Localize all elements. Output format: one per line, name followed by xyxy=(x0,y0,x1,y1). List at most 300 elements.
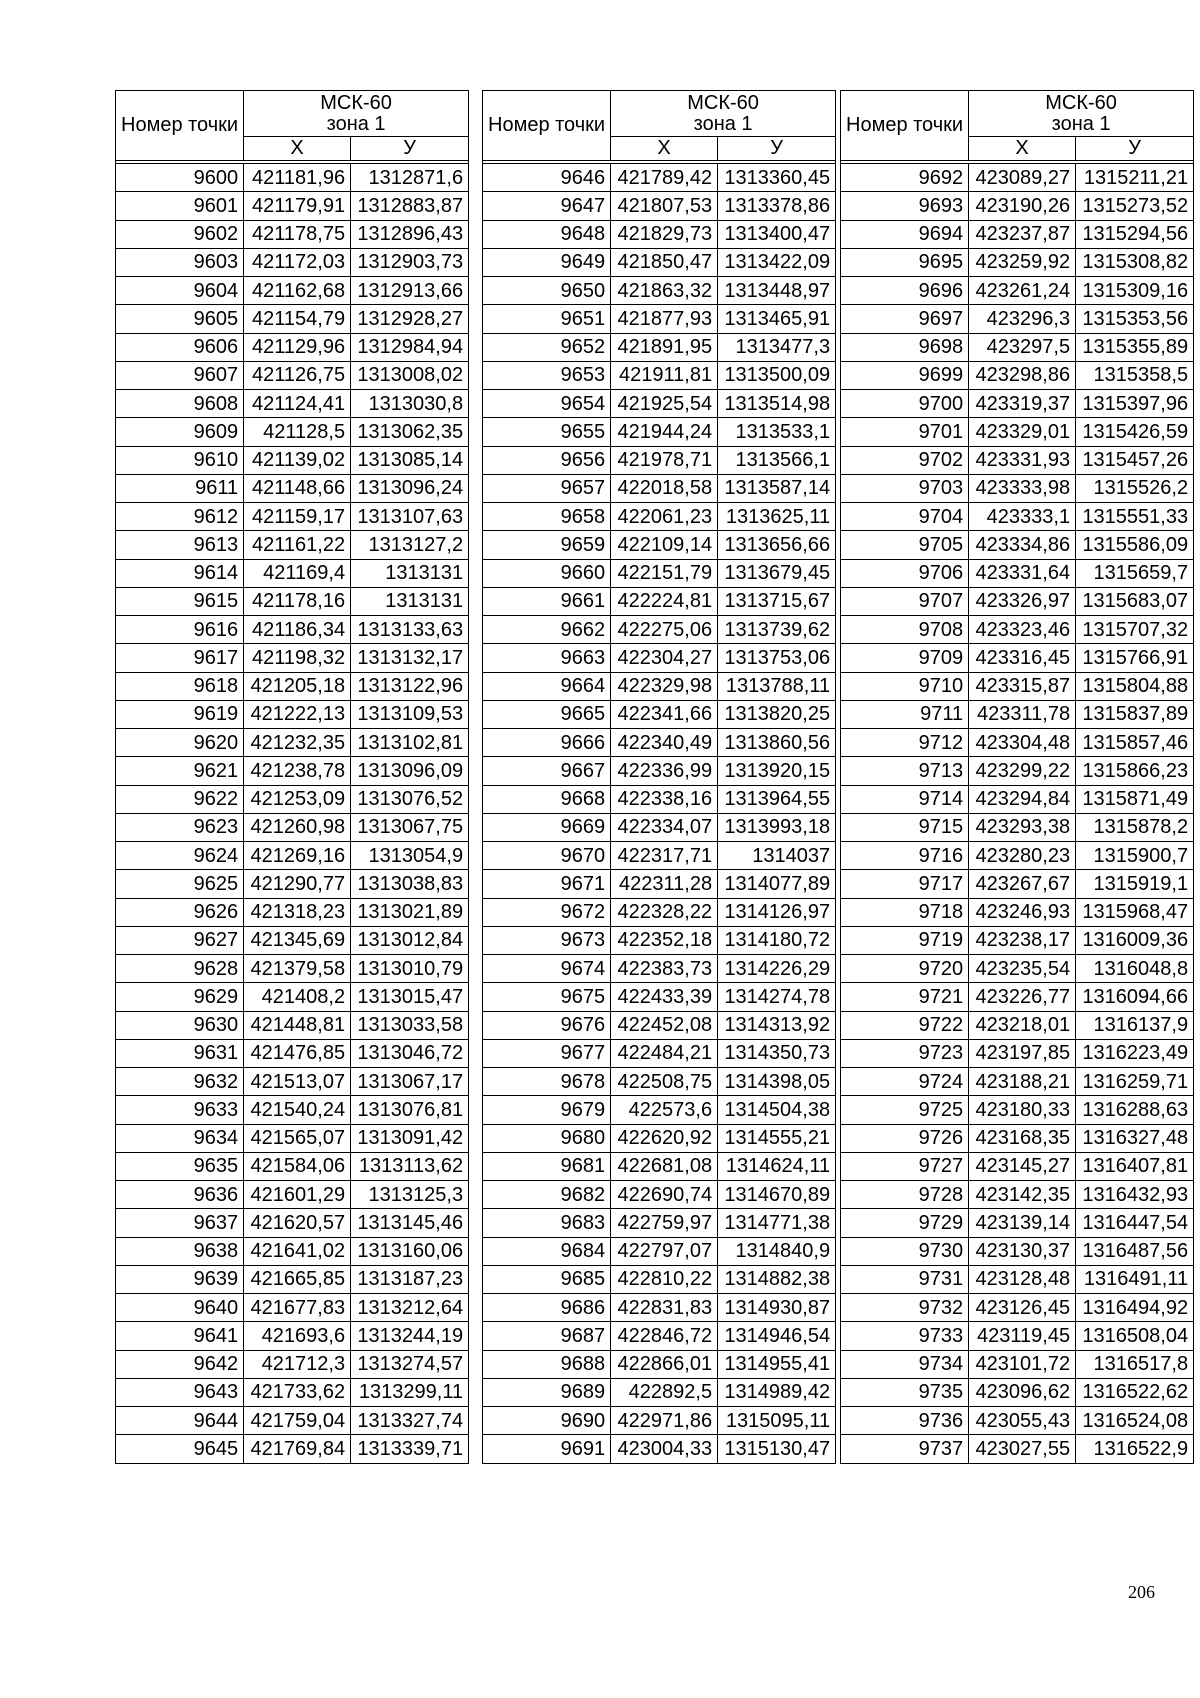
y-coordinate-cell: 1315900,7 xyxy=(1076,842,1194,870)
point-number-cell: 9614 xyxy=(116,559,244,587)
x-coordinate-cell: 423311,78 xyxy=(969,700,1076,728)
table-row xyxy=(116,1181,469,1209)
x-coordinate-cell: 423259,92 xyxy=(969,248,1076,276)
point-number-cell: 9600 xyxy=(116,164,244,192)
y-coordinate-cell: 1314555,21 xyxy=(718,1124,836,1152)
point-number-cell: 9737 xyxy=(841,1435,969,1463)
table-row xyxy=(841,1039,1194,1067)
y-coordinate-cell: 1315871,49 xyxy=(1076,785,1194,813)
x-coordinate-cell: 423190,26 xyxy=(969,192,1076,220)
y-coordinate-cell: 1313021,89 xyxy=(351,898,469,926)
table-row xyxy=(483,672,836,700)
point-number-cell: 9679 xyxy=(483,1096,611,1124)
table-row xyxy=(483,616,836,644)
point-number-cell: 9663 xyxy=(483,644,611,672)
y-coordinate-cell: 1312883,87 xyxy=(351,192,469,220)
y-coordinate-cell: 1312928,27 xyxy=(351,305,469,333)
point-number-cell: 9709 xyxy=(841,644,969,672)
y-coordinate-cell: 1313187,23 xyxy=(351,1265,469,1293)
x-coordinate-cell: 421693,6 xyxy=(244,1322,351,1350)
point-number-cell: 9692 xyxy=(841,164,969,192)
point-number-cell: 9720 xyxy=(841,955,969,983)
x-coordinate-cell: 422508,75 xyxy=(611,1068,718,1096)
table-row xyxy=(483,248,836,276)
y-coordinate-cell: 1314840,9 xyxy=(718,1237,836,1265)
table-row xyxy=(483,333,836,361)
y-coordinate-cell: 1313096,24 xyxy=(351,474,469,502)
table-row xyxy=(116,1322,469,1350)
coordinate-system-header xyxy=(969,91,1194,137)
x-coordinate-cell: 422334,07 xyxy=(611,813,718,841)
table-row xyxy=(116,616,469,644)
x-coordinate-cell: 421124,41 xyxy=(244,390,351,418)
point-number-cell: 9719 xyxy=(841,926,969,954)
point-number-cell: 9604 xyxy=(116,277,244,305)
table-row xyxy=(116,248,469,276)
x-coordinate-cell: 421877,93 xyxy=(611,305,718,333)
table-row xyxy=(483,587,836,615)
x-coordinate-cell: 422866,01 xyxy=(611,1350,718,1378)
y-coordinate-cell: 1316517,8 xyxy=(1076,1350,1194,1378)
table-row xyxy=(116,1378,469,1406)
table-row xyxy=(483,785,836,813)
point-number-cell: 9657 xyxy=(483,474,611,502)
x-coordinate-cell: 421601,29 xyxy=(244,1181,351,1209)
y-coordinate-cell: 1316223,49 xyxy=(1076,1039,1194,1067)
page-number: 206 xyxy=(1128,1582,1155,1602)
point-number-cell: 9664 xyxy=(483,672,611,700)
x-coordinate-cell: 421126,75 xyxy=(244,361,351,389)
x-coordinate-cell: 421154,79 xyxy=(244,305,351,333)
point-number-cell: 9687 xyxy=(483,1322,611,1350)
y-coordinate-cell: 1313964,55 xyxy=(718,785,836,813)
x-coordinate-cell: 422573,6 xyxy=(611,1096,718,1124)
y-coordinate-cell: 1313477,3 xyxy=(718,333,836,361)
y-coordinate-cell: 1313739,62 xyxy=(718,616,836,644)
table-row xyxy=(841,700,1194,728)
x-coordinate-cell: 422971,86 xyxy=(611,1407,718,1435)
coordinate-system-header xyxy=(244,91,469,137)
point-number-cell: 9704 xyxy=(841,503,969,531)
point-number-cell: 9706 xyxy=(841,559,969,587)
y-coordinate-cell: 1315866,23 xyxy=(1076,757,1194,785)
x-coordinate-cell: 422846,72 xyxy=(611,1322,718,1350)
table-row xyxy=(841,1322,1194,1350)
point-number-cell: 9649 xyxy=(483,248,611,276)
y-coordinate-cell: 1315857,46 xyxy=(1076,729,1194,757)
y-coordinate-cell: 1313015,47 xyxy=(351,983,469,1011)
y-coordinate-cell: 1316447,54 xyxy=(1076,1209,1194,1237)
point-number-cell: 9684 xyxy=(483,1237,611,1265)
y-coordinate-cell: 1314077,89 xyxy=(718,870,836,898)
x-coordinate-cell: 423089,27 xyxy=(969,164,1076,192)
table-row xyxy=(841,1011,1194,1039)
y-coordinate-cell: 1315130,47 xyxy=(718,1435,836,1463)
y-coordinate-cell: 1315211,21 xyxy=(1076,164,1194,192)
point-number-cell: 9670 xyxy=(483,842,611,870)
x-coordinate-cell: 423267,67 xyxy=(969,870,1076,898)
y-coordinate-cell: 1313107,63 xyxy=(351,503,469,531)
point-number-cell: 9640 xyxy=(116,1294,244,1322)
y-coordinate-cell: 1315355,89 xyxy=(1076,333,1194,361)
table-row xyxy=(841,616,1194,644)
y-coordinate-cell: 1315766,91 xyxy=(1076,644,1194,672)
point-number-cell: 9615 xyxy=(116,587,244,615)
table-row xyxy=(483,531,836,559)
table-row xyxy=(483,955,836,983)
x-coordinate-cell: 423168,35 xyxy=(969,1124,1076,1152)
x-coordinate-cell: 421181,96 xyxy=(244,164,351,192)
table-row xyxy=(483,1068,836,1096)
y-coordinate-cell: 1316494,92 xyxy=(1076,1294,1194,1322)
y-coordinate-cell: 1316491,11 xyxy=(1076,1265,1194,1293)
table-row xyxy=(841,1265,1194,1293)
table-row xyxy=(483,1096,836,1124)
point-number-cell: 9714 xyxy=(841,785,969,813)
y-coordinate-cell: 1314946,54 xyxy=(718,1322,836,1350)
x-coordinate-cell: 422109,14 xyxy=(611,531,718,559)
point-number-cell: 9674 xyxy=(483,955,611,983)
point-number-header: Номер точки xyxy=(483,91,611,161)
table-row xyxy=(483,390,836,418)
y-coordinate-cell: 1316522,62 xyxy=(1076,1378,1194,1406)
y-coordinate-cell: 1313085,14 xyxy=(351,446,469,474)
table-row xyxy=(841,1294,1194,1322)
table-row xyxy=(841,926,1194,954)
table-row xyxy=(116,644,469,672)
point-number-cell: 9618 xyxy=(116,672,244,700)
y-coordinate-cell: 1315707,32 xyxy=(1076,616,1194,644)
y-coordinate-cell: 1313132,17 xyxy=(351,644,469,672)
table-row xyxy=(841,531,1194,559)
y-coordinate-cell: 1314398,05 xyxy=(718,1068,836,1096)
table-row xyxy=(116,531,469,559)
point-number-cell: 9695 xyxy=(841,248,969,276)
x-coordinate-cell: 423027,55 xyxy=(969,1435,1076,1463)
x-coordinate-cell: 422224,81 xyxy=(611,587,718,615)
x-coordinate-cell: 423237,87 xyxy=(969,220,1076,248)
table-row xyxy=(483,1322,836,1350)
x-coordinate-cell: 421269,16 xyxy=(244,842,351,870)
point-number-cell: 9673 xyxy=(483,926,611,954)
y-coordinate-cell: 1313244,19 xyxy=(351,1322,469,1350)
y-coordinate-cell: 1313122,96 xyxy=(351,672,469,700)
table-row xyxy=(483,503,836,531)
point-number-cell: 9668 xyxy=(483,785,611,813)
table-row xyxy=(841,870,1194,898)
point-number-cell: 9652 xyxy=(483,333,611,361)
x-coordinate-cell: 423226,77 xyxy=(969,983,1076,1011)
point-number-cell: 9639 xyxy=(116,1265,244,1293)
table-row xyxy=(116,559,469,587)
y-coordinate-cell: 1316522,9 xyxy=(1076,1435,1194,1463)
y-coordinate-cell: 1313274,57 xyxy=(351,1350,469,1378)
point-number-cell: 9696 xyxy=(841,277,969,305)
coordinates-table-3 xyxy=(840,90,1194,1464)
point-number-cell: 9718 xyxy=(841,898,969,926)
point-number-cell: 9731 xyxy=(841,1265,969,1293)
x-coordinate-cell: 421769,84 xyxy=(244,1435,351,1463)
x-coordinate-cell: 421911,81 xyxy=(611,361,718,389)
y-coordinate-cell: 1315551,33 xyxy=(1076,503,1194,531)
table-row xyxy=(841,785,1194,813)
y-coordinate-cell: 1313920,15 xyxy=(718,757,836,785)
y-coordinate-cell: 1316524,08 xyxy=(1076,1407,1194,1435)
point-number-cell: 9656 xyxy=(483,446,611,474)
table-row xyxy=(483,220,836,248)
y-coordinate-cell: 1313533,1 xyxy=(718,418,836,446)
table-row xyxy=(116,1265,469,1293)
x-coordinate-cell: 422797,07 xyxy=(611,1237,718,1265)
point-number-cell: 9724 xyxy=(841,1068,969,1096)
table-row xyxy=(841,729,1194,757)
point-number-cell: 9672 xyxy=(483,898,611,926)
y-coordinate-cell: 1313514,98 xyxy=(718,390,836,418)
x-coordinate-cell: 423293,38 xyxy=(969,813,1076,841)
y-coordinate-cell: 1313067,75 xyxy=(351,813,469,841)
x-coordinate-cell: 421148,66 xyxy=(244,474,351,502)
x-coordinate-cell: 421179,91 xyxy=(244,192,351,220)
y-coordinate-cell: 1313033,58 xyxy=(351,1011,469,1039)
table-row xyxy=(841,390,1194,418)
point-number-cell: 9623 xyxy=(116,813,244,841)
table-row xyxy=(483,1378,836,1406)
y-coordinate-cell: 1315273,52 xyxy=(1076,192,1194,220)
table-row xyxy=(483,446,836,474)
point-number-cell: 9633 xyxy=(116,1096,244,1124)
coordinate-system-header xyxy=(611,91,836,137)
y-coordinate-cell: 1313500,09 xyxy=(718,361,836,389)
x-coordinate-cell: 423004,33 xyxy=(611,1435,718,1463)
x-coordinate-cell: 423101,72 xyxy=(969,1350,1076,1378)
x-coordinate-cell: 421178,16 xyxy=(244,587,351,615)
point-number-cell: 9703 xyxy=(841,474,969,502)
y-coordinate-cell: 1313625,11 xyxy=(718,503,836,531)
y-coordinate-cell: 1312984,94 xyxy=(351,333,469,361)
y-coordinate-cell: 1316259,71 xyxy=(1076,1068,1194,1096)
y-coordinate-cell: 1314882,38 xyxy=(718,1265,836,1293)
x-coordinate-cell: 422275,06 xyxy=(611,616,718,644)
y-coordinate-cell: 1315919,1 xyxy=(1076,870,1194,898)
point-number-cell: 9680 xyxy=(483,1124,611,1152)
y-coordinate-cell: 1313587,14 xyxy=(718,474,836,502)
y-coordinate-cell: 1313109,53 xyxy=(351,700,469,728)
y-coordinate-cell: 1313566,1 xyxy=(718,446,836,474)
y-coordinate-cell: 1313820,25 xyxy=(718,700,836,728)
x-coordinate-cell: 422433,39 xyxy=(611,983,718,1011)
x-coordinate-cell: 423334,86 xyxy=(969,531,1076,559)
x-coordinate-cell: 421161,22 xyxy=(244,531,351,559)
y-coordinate-cell: 1315308,82 xyxy=(1076,248,1194,276)
x-coordinate-cell: 422810,22 xyxy=(611,1265,718,1293)
table-row xyxy=(841,1350,1194,1378)
point-number-cell: 9681 xyxy=(483,1152,611,1180)
table-row xyxy=(483,926,836,954)
x-coordinate-cell: 423119,45 xyxy=(969,1322,1076,1350)
x-coordinate-cell: 422061,23 xyxy=(611,503,718,531)
table-row xyxy=(483,305,836,333)
table-row xyxy=(116,277,469,305)
table-row xyxy=(483,1209,836,1237)
point-number-cell: 9685 xyxy=(483,1265,611,1293)
point-number-cell: 9666 xyxy=(483,729,611,757)
table-row xyxy=(841,1181,1194,1209)
table-row xyxy=(116,1237,469,1265)
point-number-cell: 9697 xyxy=(841,305,969,333)
y-coordinate-cell: 1313145,46 xyxy=(351,1209,469,1237)
y-coordinate-cell: 1315353,56 xyxy=(1076,305,1194,333)
x-coordinate-cell: 423130,37 xyxy=(969,1237,1076,1265)
table-row xyxy=(116,813,469,841)
y-coordinate-cell: 1313679,45 xyxy=(718,559,836,587)
point-number-cell: 9721 xyxy=(841,983,969,1011)
y-coordinate-cell: 1316432,93 xyxy=(1076,1181,1194,1209)
table-row xyxy=(116,1011,469,1039)
x-coordinate-cell: 421290,77 xyxy=(244,870,351,898)
y-coordinate-cell: 1314930,87 xyxy=(718,1294,836,1322)
y-coordinate-cell: 1313131 xyxy=(351,559,469,587)
x-coordinate-cell: 423297,5 xyxy=(969,333,1076,361)
y-coordinate-cell: 1316137,9 xyxy=(1076,1011,1194,1039)
table-row xyxy=(841,1124,1194,1152)
point-number-cell: 9682 xyxy=(483,1181,611,1209)
coordinates-table-1 xyxy=(115,90,469,1464)
x-coordinate-cell: 421159,17 xyxy=(244,503,351,531)
y-coordinate-cell: 1314274,78 xyxy=(718,983,836,1011)
table-row xyxy=(841,305,1194,333)
y-coordinate-cell: 1313422,09 xyxy=(718,248,836,276)
x-coordinate-cell: 423218,01 xyxy=(969,1011,1076,1039)
table-row xyxy=(841,474,1194,502)
point-number-cell: 9729 xyxy=(841,1209,969,1237)
y-coordinate-cell: 1316288,63 xyxy=(1076,1096,1194,1124)
table-row xyxy=(841,1068,1194,1096)
x-coordinate-cell: 421476,85 xyxy=(244,1039,351,1067)
x-coordinate-cell: 421829,73 xyxy=(611,220,718,248)
x-coordinate-cell: 421139,02 xyxy=(244,446,351,474)
x-coordinate-cell: 421198,32 xyxy=(244,644,351,672)
point-number-cell: 9691 xyxy=(483,1435,611,1463)
x-coordinate-cell: 421944,24 xyxy=(611,418,718,446)
x-coordinate-cell: 421186,34 xyxy=(244,616,351,644)
table-row xyxy=(841,813,1194,841)
y-coordinate-cell: 1313160,06 xyxy=(351,1237,469,1265)
x-coordinate-cell: 423126,45 xyxy=(969,1294,1076,1322)
table-row xyxy=(483,813,836,841)
table-row xyxy=(116,785,469,813)
table-row xyxy=(841,842,1194,870)
point-number-cell: 9693 xyxy=(841,192,969,220)
system-label: МСК-60 xyxy=(687,91,759,114)
y-coordinate-cell: 1313008,02 xyxy=(351,361,469,389)
table-row xyxy=(483,361,836,389)
table-row xyxy=(116,700,469,728)
y-coordinate-cell: 1313993,18 xyxy=(718,813,836,841)
y-coordinate-cell: 1315426,59 xyxy=(1076,418,1194,446)
table-row xyxy=(116,474,469,502)
y-coordinate-cell: 1313327,74 xyxy=(351,1407,469,1435)
point-number-cell: 9645 xyxy=(116,1435,244,1463)
point-number-cell: 9726 xyxy=(841,1124,969,1152)
table-row xyxy=(116,842,469,870)
y-coordinate-cell: 1316094,66 xyxy=(1076,983,1194,1011)
x-coordinate-cell: 421260,98 xyxy=(244,813,351,841)
table-row xyxy=(483,1237,836,1265)
point-number-cell: 9637 xyxy=(116,1209,244,1237)
x-coordinate-cell: 421162,68 xyxy=(244,277,351,305)
point-number-cell: 9622 xyxy=(116,785,244,813)
x-coordinate-cell: 421448,81 xyxy=(244,1011,351,1039)
y-header: У xyxy=(718,137,836,161)
table-row xyxy=(841,164,1194,192)
point-number-cell: 9628 xyxy=(116,955,244,983)
table-row xyxy=(483,729,836,757)
x-coordinate-cell: 421172,03 xyxy=(244,248,351,276)
point-number-header: Номер точки xyxy=(116,91,244,161)
point-number-cell: 9624 xyxy=(116,842,244,870)
x-coordinate-cell: 423296,3 xyxy=(969,305,1076,333)
point-number-cell: 9653 xyxy=(483,361,611,389)
point-number-cell: 9654 xyxy=(483,390,611,418)
table-row xyxy=(116,587,469,615)
point-number-cell: 9708 xyxy=(841,616,969,644)
point-number-cell: 9613 xyxy=(116,531,244,559)
x-coordinate-cell: 421789,42 xyxy=(611,164,718,192)
y-coordinate-cell: 1316327,48 xyxy=(1076,1124,1194,1152)
table-row xyxy=(116,1350,469,1378)
y-coordinate-cell: 1312871,6 xyxy=(351,164,469,192)
point-number-cell: 9607 xyxy=(116,361,244,389)
x-coordinate-cell: 423139,14 xyxy=(969,1209,1076,1237)
table-row xyxy=(483,700,836,728)
x-coordinate-cell: 422311,28 xyxy=(611,870,718,898)
table-row xyxy=(841,955,1194,983)
table-row xyxy=(483,1265,836,1293)
table-row xyxy=(841,1407,1194,1435)
y-coordinate-cell: 1313046,72 xyxy=(351,1039,469,1067)
y-coordinate-cell: 1313360,45 xyxy=(718,164,836,192)
y-coordinate-cell: 1314771,38 xyxy=(718,1209,836,1237)
point-number-cell: 9662 xyxy=(483,616,611,644)
point-number-cell: 9722 xyxy=(841,1011,969,1039)
x-coordinate-cell: 421379,58 xyxy=(244,955,351,983)
table-row xyxy=(841,898,1194,926)
y-coordinate-cell: 1316048,8 xyxy=(1076,955,1194,983)
x-coordinate-cell: 421925,54 xyxy=(611,390,718,418)
point-number-cell: 9694 xyxy=(841,220,969,248)
point-number-cell: 9725 xyxy=(841,1096,969,1124)
x-coordinate-cell: 422018,58 xyxy=(611,474,718,502)
point-number-cell: 9705 xyxy=(841,531,969,559)
point-number-cell: 9634 xyxy=(116,1124,244,1152)
x-coordinate-cell: 421540,24 xyxy=(244,1096,351,1124)
x-coordinate-cell: 422151,79 xyxy=(611,559,718,587)
table-row xyxy=(841,248,1194,276)
point-number-cell: 9671 xyxy=(483,870,611,898)
x-coordinate-cell: 423299,22 xyxy=(969,757,1076,785)
y-coordinate-cell: 1313339,71 xyxy=(351,1435,469,1463)
x-coordinate-cell: 423331,64 xyxy=(969,559,1076,587)
y-coordinate-cell: 1313010,79 xyxy=(351,955,469,983)
x-coordinate-cell: 421128,5 xyxy=(244,418,351,446)
table-row xyxy=(116,1152,469,1180)
x-coordinate-cell: 422690,74 xyxy=(611,1181,718,1209)
x-coordinate-cell: 421665,85 xyxy=(244,1265,351,1293)
y-coordinate-cell: 1315659,7 xyxy=(1076,559,1194,587)
point-number-cell: 9625 xyxy=(116,870,244,898)
point-number-cell: 9611 xyxy=(116,474,244,502)
point-number-cell: 9669 xyxy=(483,813,611,841)
